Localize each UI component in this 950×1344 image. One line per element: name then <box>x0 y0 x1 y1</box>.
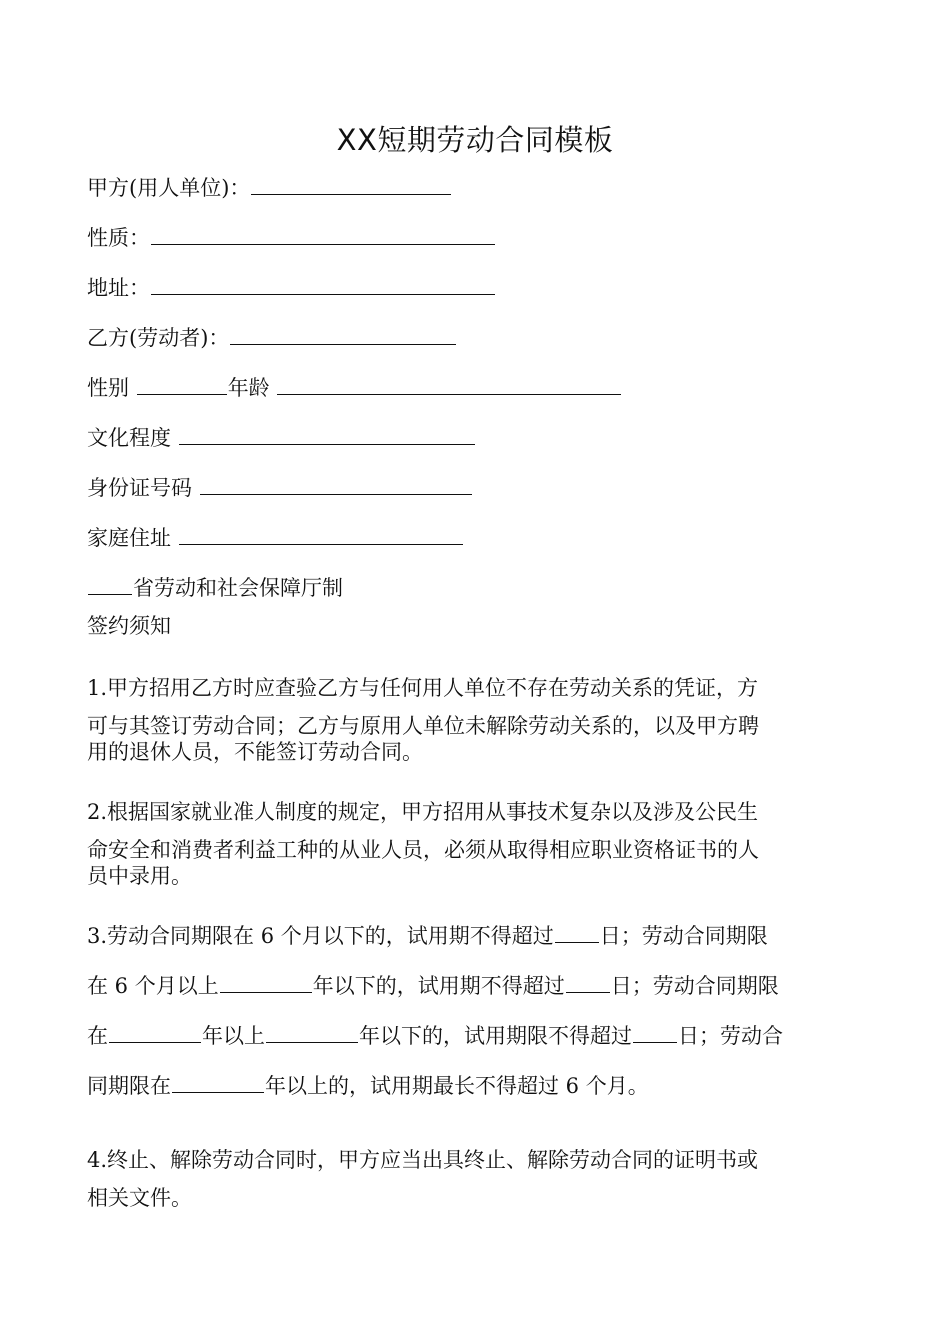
clause-3-line-2 <box>87 970 779 1000</box>
issuer-line <box>87 572 343 602</box>
clause-4-line-2: 相关文件。 <box>87 1186 192 1210</box>
clause-2 <box>87 796 867 826</box>
home-blank[interactable] <box>179 526 463 545</box>
gender-age-line <box>87 372 622 402</box>
id-label: 身份证号码 <box>87 476 192 500</box>
nature-line <box>87 222 496 252</box>
clause-3-blank-5[interactable] <box>266 1024 358 1043</box>
home-line <box>87 522 464 552</box>
clause-3-text-k: 年以上的，试用期最长不得超过 6 个月。 <box>265 1074 649 1098</box>
clause-1-line-1: 1.甲方招用乙方时应查验乙方与任何用人单位不存在劳动关系的凭证，方 <box>87 676 759 700</box>
gender-label: 性别 <box>87 376 129 400</box>
clause-2-cont-2 <box>87 860 867 890</box>
clause-3-blank-4[interactable] <box>109 1024 201 1043</box>
clause-3-blank-1[interactable] <box>555 924 599 943</box>
age-blank[interactable] <box>277 376 621 395</box>
clause-3-text-d: 年以下的，试用期不得超过 <box>312 974 565 998</box>
clause-3-text-g: 年以上 <box>202 1024 265 1048</box>
clause-3-blank-6[interactable] <box>633 1024 677 1043</box>
nature-label: 性质： <box>87 226 150 250</box>
party-a-label: 甲方(用人单位)： <box>87 176 251 200</box>
notice-heading: 签约须知 <box>87 614 171 638</box>
clause-3-text-f: 在 <box>87 1024 108 1048</box>
clause-3-text-c: 在 6 个月以上 <box>87 974 219 998</box>
document-title: XX短期劳动合同模板 <box>336 123 614 157</box>
party-b-label: 乙方(劳动者)： <box>87 326 230 350</box>
party-a-line <box>87 172 452 202</box>
gender-blank[interactable] <box>137 376 227 395</box>
party-b-blank[interactable] <box>230 326 456 345</box>
clause-2-line-3: 员中录用。 <box>87 864 192 888</box>
clause-3-line-3 <box>87 1020 783 1050</box>
clause-2-line-2: 命安全和消费者利益工种的从业人员，必须从取得相应职业资格证书的人 <box>87 838 759 862</box>
clause-3-blank-7[interactable] <box>172 1074 264 1093</box>
id-blank[interactable] <box>200 476 472 495</box>
home-label: 家庭住址 <box>87 526 171 550</box>
clause-1 <box>87 672 867 702</box>
clause-3-text-j: 同期限在 <box>87 1074 171 1098</box>
education-line <box>87 422 476 452</box>
issuer-text: 省劳动和社会保障厅制 <box>133 576 343 600</box>
clause-1-line-3: 用的退休人员，不能签订劳动合同。 <box>87 740 423 764</box>
party-a-blank[interactable] <box>251 176 451 195</box>
province-blank[interactable] <box>88 576 132 595</box>
party-b-line <box>87 322 457 352</box>
clause-2-line-1: 2.根据国家就业准人制度的规定，甲方招用从事技术复杂以及涉及公民生 <box>87 800 759 824</box>
clause-3-line-4 <box>87 1070 649 1100</box>
clause-3-text-i: 日；劳动合 <box>678 1024 783 1048</box>
clause-3-text-e: 日；劳动合同期限 <box>610 974 779 998</box>
clause-3-blank-3[interactable] <box>566 974 610 993</box>
address-label: 地址： <box>87 276 150 300</box>
education-blank[interactable] <box>179 426 475 445</box>
address-line <box>87 272 496 302</box>
age-label: 年龄 <box>227 376 270 400</box>
clause-3-blank-2[interactable] <box>220 974 312 993</box>
clause-4-cont <box>87 1182 867 1212</box>
nature-blank[interactable] <box>151 226 495 245</box>
clause-1-cont-2 <box>87 736 867 766</box>
clause-3-line-1 <box>87 920 768 950</box>
clause-4 <box>87 1144 867 1174</box>
education-label: 文化程度 <box>87 426 171 450</box>
clause-1-line-2: 可与其签订劳动合同；乙方与原用人单位未解除劳动关系的，以及甲方聘 <box>87 714 759 738</box>
clause-3-text-a: 3.劳动合同期限在 6 个月以下的，试用期不得超过 <box>87 924 554 948</box>
clause-4-line-1: 4.终止、解除劳动合同时，甲方应当出具终止、解除劳动合同的证明书或 <box>87 1148 759 1172</box>
address-blank[interactable] <box>151 276 495 295</box>
clause-3-text-b: 日；劳动合同期限 <box>599 924 768 948</box>
clause-3-text-h: 年以下的，试用期限不得超过 <box>359 1024 632 1048</box>
id-line <box>87 472 473 502</box>
